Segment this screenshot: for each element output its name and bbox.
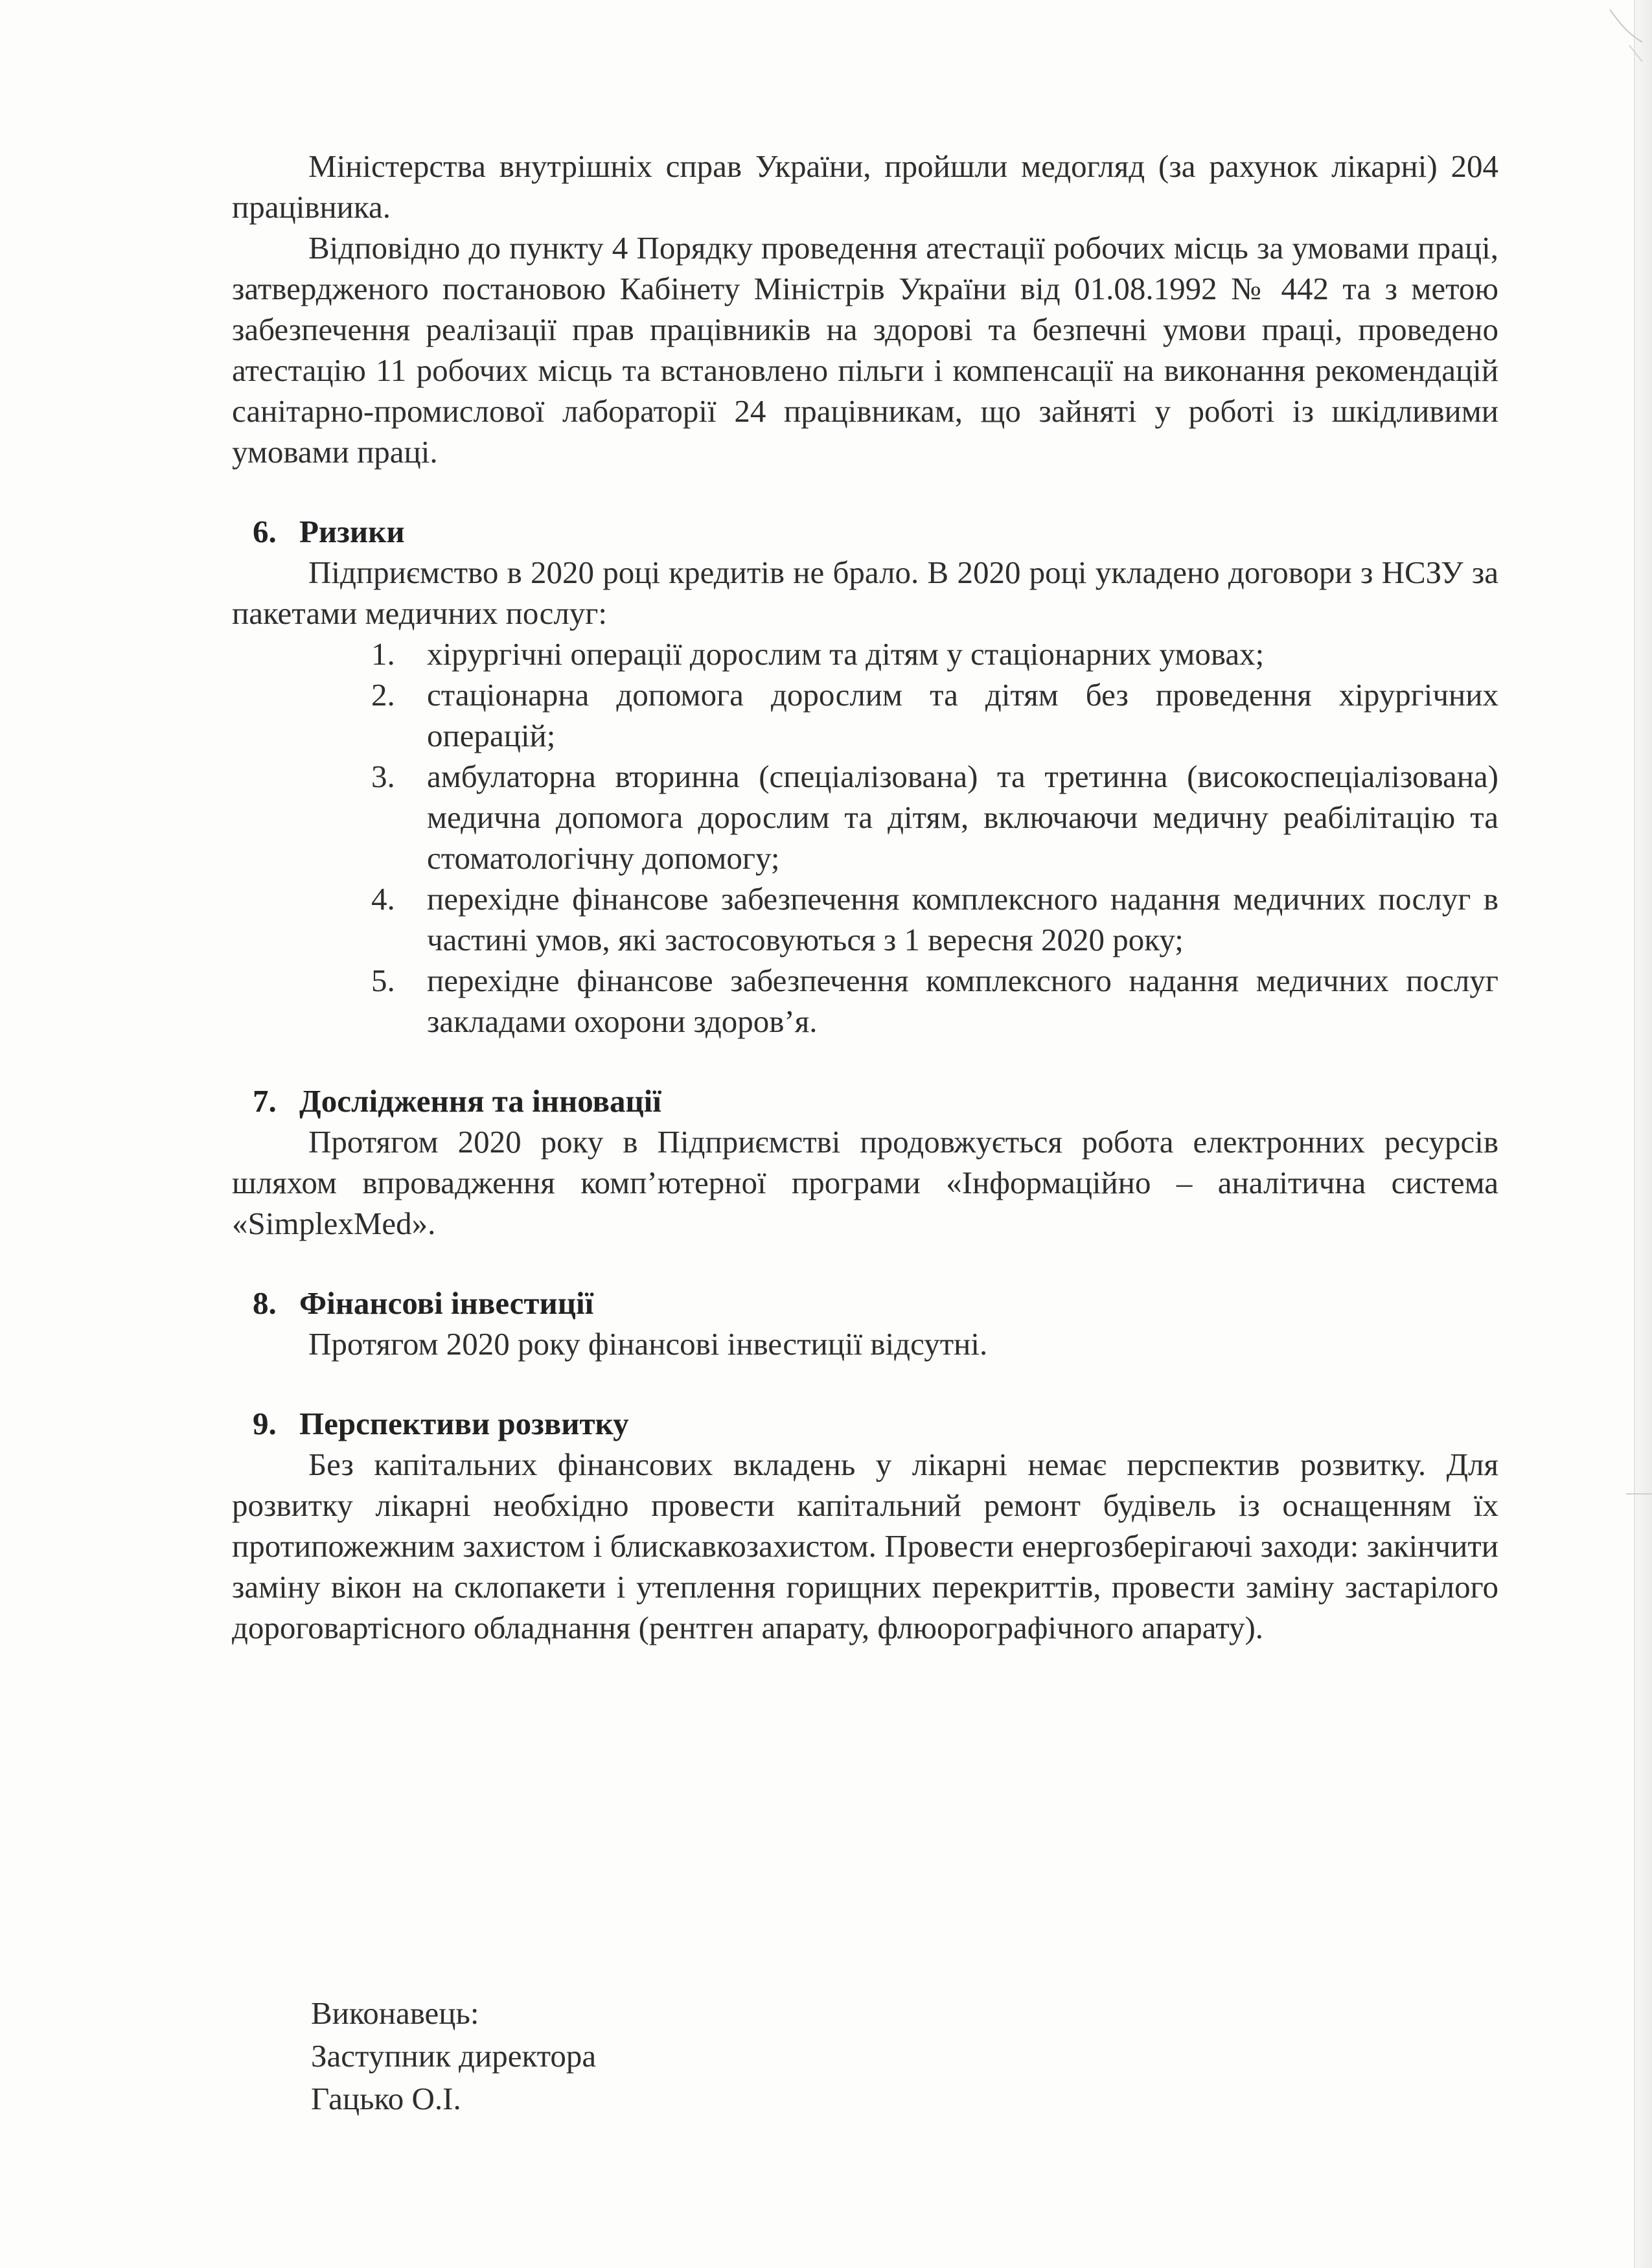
list-item-text: амбулаторна вторинна (спеціалізована) та третинна (високоспеціалізована) медична допомога дорослим та дітям, включаючи медичну реабілітацію та стоматологічну допомогу; xyxy=(427,759,1498,876)
list-item-text: перехідне фінансове забезпечення комплексного надання медичних послуг закладами охорони здоров’я. xyxy=(427,963,1498,1039)
list-item-number: 1. xyxy=(371,636,395,672)
section-heading xyxy=(232,1283,1498,1323)
intro-paragraph-2: Відповідно до пункту 4 Порядку проведення атестації робочих місць за умовами праці, затвердженого постановою Кабінету Міністрів України від 01.08.1992 № 442 та з метою забезпечення реалізації прав працівників на здорові та безпечні умови праці, проведено атестацію 11 робочих місць та встановлено пільги і компенсації на виконання рекомендацій санітарно-промислової лабораторії 24 працівникам, що зайняті у роботі із шкідливими умовами праці. xyxy=(232,230,1498,470)
section-heading xyxy=(232,1081,1498,1121)
list-item-text: стаціонарна допомога дорослим та дітям без проведення хірургічних операцій; xyxy=(427,677,1498,753)
list-item xyxy=(371,674,1498,756)
section-title: Фінансові інвестиції xyxy=(299,1285,594,1321)
section-investments xyxy=(232,1283,1498,1364)
section-research xyxy=(232,1081,1498,1244)
intro-paragraph-1: Міністерства внутрішніх справ України, пройшли медогляд (за рахунок лікарні) 204 працівника. xyxy=(232,148,1498,225)
list-item xyxy=(371,960,1498,1042)
section-number: 6. xyxy=(253,514,277,549)
signature-role: Виконавець: xyxy=(311,1995,479,2031)
list-item-text: хірургічні операції дорослим та дітям у стаціонарних умовах; xyxy=(427,636,1265,672)
section-body: Без капітальних фінансових вкладень у лікарні немає перспектив розвитку. Для розвитку лікарні необхідно провести капітальний ремонт будівель із оснащенням їх протипожежним захистом і блискавкозахистом. Провести енергозберігаючі заходи: закінчити заміну вікон на склопакети і утеплення горищних перекриттів, провести заміну застарілого дороговартісного обладнання (рентген апарату, флюорографічного апарату). xyxy=(232,1447,1498,1645)
list-item-number: 3. xyxy=(371,759,395,794)
section-body: Протягом 2020 року в Підприємстві продовжується робота електронних ресурсів шляхом впровадження комп’ютерної програми «Інформаційно – аналітична система «SimplexMed». xyxy=(232,1124,1498,1241)
section-body: Протягом 2020 року фінансові інвестиції відсутні. xyxy=(308,1326,988,1362)
list-item xyxy=(371,634,1498,674)
signature-block xyxy=(311,1992,596,2120)
list-item-number: 4. xyxy=(371,881,395,917)
section-risks xyxy=(232,511,1498,1042)
section-prospects xyxy=(232,1403,1498,1648)
section-title: Перспективи розвитку xyxy=(299,1406,629,1441)
margin-mark xyxy=(1626,1480,1652,1495)
list-item xyxy=(371,756,1498,878)
section-number: 9. xyxy=(253,1406,277,1441)
section-title: Ризики xyxy=(299,514,405,549)
section-number: 8. xyxy=(253,1285,277,1321)
service-package-list xyxy=(232,634,1498,1042)
section-heading xyxy=(232,1403,1498,1444)
section-number: 7. xyxy=(253,1083,277,1119)
document-body xyxy=(232,146,1498,1648)
section-heading xyxy=(232,511,1498,552)
corner-fold-mark xyxy=(1607,6,1646,65)
section-title: Дослідження та інновації xyxy=(299,1083,661,1119)
signature-position: Заступник директора xyxy=(311,2038,597,2074)
list-item-text: перехідне фінансове забезпечення комплексного надання медичних послуг в частині умов, які застосовуються з 1 вересня 2020 року; xyxy=(427,881,1498,957)
list-item xyxy=(371,878,1498,960)
list-item-number: 2. xyxy=(371,677,395,713)
list-item-number: 5. xyxy=(371,963,395,998)
page-edge-shadow xyxy=(1634,0,1652,2268)
section-body: Підприємство в 2020 році кредитів не брало. В 2020 році укладено договори з НСЗУ за пакетами медичних послуг: xyxy=(232,555,1498,631)
signature-name: Гацько О.І. xyxy=(311,2081,461,2116)
